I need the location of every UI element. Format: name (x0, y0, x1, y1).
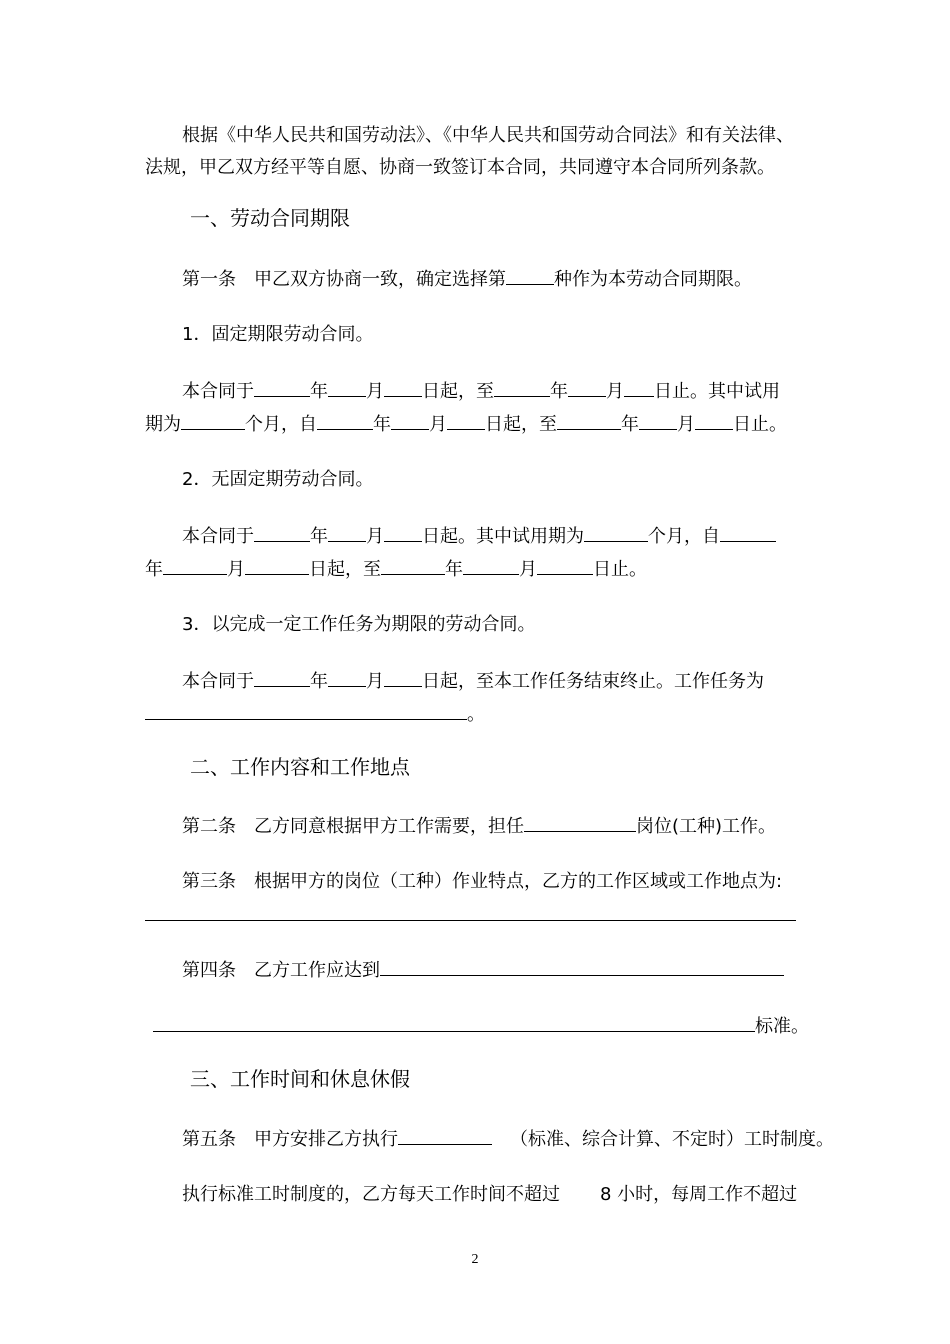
blank (254, 379, 310, 397)
intro-line-1: 根据《中华人民共和国劳动法》、《中华人民共和国劳动合同法》和有关法律、 (182, 125, 794, 146)
blank (328, 524, 366, 542)
blank (317, 412, 373, 430)
hours-system-blank (398, 1127, 492, 1145)
blank (695, 412, 733, 430)
text: 月 (366, 671, 384, 692)
text: 日止。 (593, 559, 647, 580)
text: 本合同于 (182, 381, 254, 402)
blank (245, 557, 309, 575)
option-2-line-1 (182, 524, 776, 549)
text: 月 (227, 559, 245, 580)
text: 年 (310, 526, 328, 547)
section-2-heading: 二、工作内容和工作地点 (190, 755, 410, 779)
section-1-heading: 一、劳动合同期限 (190, 206, 350, 230)
text: 第五条 甲方安排乙方执行 (182, 1129, 398, 1150)
text: 第四条 乙方工作应达到 (182, 960, 380, 981)
option-1-line-2 (145, 412, 787, 437)
blank (391, 412, 429, 430)
option-3-title: 3．以完成一定工作任务为期限的劳动合同。 (182, 614, 536, 635)
option-3-line-1 (182, 669, 764, 694)
text: 年 (550, 381, 568, 402)
blank (163, 557, 227, 575)
blank (463, 557, 519, 575)
text: 月 (519, 559, 537, 580)
option-2-line-2 (145, 557, 647, 582)
location-blank (145, 903, 796, 921)
blank (720, 524, 776, 542)
text: 日止。其中试用 (654, 381, 780, 402)
text: 年 (621, 414, 639, 435)
text: 年 (373, 414, 391, 435)
blank (181, 412, 245, 430)
blank (624, 379, 654, 397)
standard-blank (380, 958, 784, 976)
article-5 (182, 1127, 834, 1152)
article-4 (182, 958, 784, 983)
text: 8 小时，每周工作不超过 (600, 1184, 798, 1205)
blank (384, 524, 422, 542)
text: 个月，自 (245, 414, 317, 435)
text: 日起，至 (485, 414, 557, 435)
text: 月 (366, 526, 384, 547)
text: 日止。 (733, 414, 787, 435)
blank (328, 669, 366, 687)
text: 月 (606, 381, 624, 402)
text: 本合同于 (182, 671, 254, 692)
text: 日起，至 (309, 559, 381, 580)
text: 年 (310, 671, 328, 692)
text: 月 (429, 414, 447, 435)
blank (328, 379, 366, 397)
text: 标准。 (755, 1016, 809, 1037)
blank (384, 379, 422, 397)
text: 个月，自 (648, 526, 720, 547)
intro-line-2: 法规，甲乙双方经平等自愿、协商一致签订本合同，共同遵守本合同所列条款。 (145, 157, 775, 178)
blank (557, 412, 621, 430)
text: 期为 (145, 414, 181, 435)
option-1-line-1 (182, 379, 780, 404)
blank (384, 669, 422, 687)
blank (584, 524, 648, 542)
blank (639, 412, 677, 430)
article-1 (182, 267, 752, 292)
section-3-heading: 三、工作时间和休息休假 (190, 1067, 410, 1091)
text: 日起，至本工作任务结束终止。工作任务为 (422, 671, 764, 692)
post-blank (524, 814, 636, 832)
blank (494, 379, 550, 397)
text: （标准、综合计算、不定时）工时制度。 (510, 1129, 834, 1150)
blank (254, 524, 310, 542)
text: 日起。其中试用期为 (422, 526, 584, 547)
article-3: 第三条 根据甲方的岗位（工种）作业特点，乙方的工作区域或工作地点为: (182, 871, 783, 892)
blank (537, 557, 593, 575)
page-number: 2 (471, 1252, 479, 1267)
text: 岗位(工种)工作。 (636, 816, 777, 837)
article-4-line-2 (153, 1014, 809, 1039)
text: 年 (145, 559, 163, 580)
article-2 (182, 814, 776, 839)
blank (381, 557, 445, 575)
text: 年 (310, 381, 328, 402)
article-3-line (145, 903, 796, 928)
article-1-blank (506, 267, 554, 285)
text: 本合同于 (182, 526, 254, 547)
text: 月 (677, 414, 695, 435)
task-blank (145, 702, 467, 720)
blank (447, 412, 485, 430)
text: 年 (445, 559, 463, 580)
text: 月 (366, 381, 384, 402)
blank (568, 379, 606, 397)
blank (254, 669, 310, 687)
option-3-line-2 (145, 702, 485, 727)
standard-blank-2 (153, 1014, 755, 1032)
article-1-text-a: 第一条 甲乙双方协商一致，确定选择第 (182, 269, 506, 290)
text: 执行标准工时制度的，乙方每天工作时间不超过 (182, 1184, 560, 1205)
text: 第二条 乙方同意根据甲方工作需要，担任 (182, 816, 524, 837)
text: 日起，至 (422, 381, 494, 402)
text: 。 (467, 704, 485, 725)
article-1-text-b: 种作为本劳动合同期限。 (554, 269, 752, 290)
option-2-title: 2．无固定期劳动合同。 (182, 469, 374, 490)
standard-hours-line (182, 1183, 797, 1207)
option-1-title: 1．固定期限劳动合同。 (182, 324, 374, 345)
